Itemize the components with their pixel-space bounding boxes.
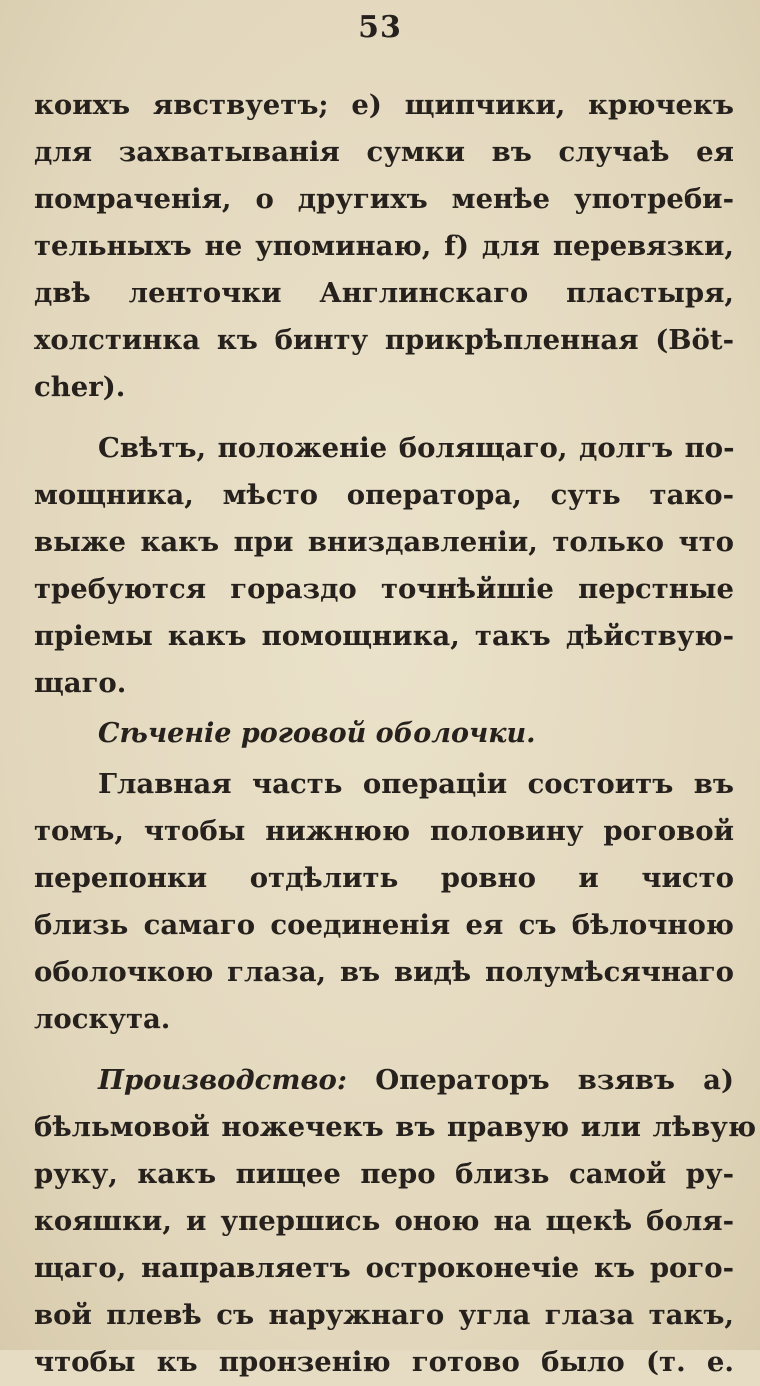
paragraph-instruments xyxy=(34,82,734,411)
text-line: лоскута. xyxy=(34,1003,171,1035)
text-line: чтобы къ пронзенію готово было (т. е. xyxy=(34,1346,734,1378)
text-line: перепонки отдѣлить ровно и чисто xyxy=(34,862,734,894)
text-line: вой плевѣ съ наружнаго угла глаза такъ, xyxy=(34,1299,734,1331)
text-line: кояшки, и упершись оною на щекѣ боля- xyxy=(34,1205,734,1237)
paragraph-main-part xyxy=(34,761,734,1043)
text-line: мощника, мѣсто оператора, суть тако- xyxy=(34,479,734,511)
procedure-first-line: Операторъ взявъ а) xyxy=(375,1064,734,1096)
section-heading: Сѣченіе роговой оболочки. xyxy=(98,718,536,749)
text-line: холстинка къ бинту прикрѣпленная (Böt- xyxy=(34,324,734,356)
body-text xyxy=(34,82,757,1386)
text-line: руку, какъ пищее перо близь самой ру- xyxy=(34,1158,734,1190)
text-line: Главная часть операціи состоитъ въ xyxy=(98,768,734,800)
procedure-label: Производство: xyxy=(98,1064,348,1096)
text-line: щаго, направляетъ остроконечіе къ рого- xyxy=(34,1252,734,1284)
text-line: тельныхъ не упоминаю, f) для перевязки, xyxy=(34,230,734,262)
text-line: близь самаго соединенія ея съ бѣлочною xyxy=(34,909,734,941)
text-line: помраченія, о другихъ менѣе употреби- xyxy=(34,183,734,215)
text-line: двѣ ленточки Англинскаго пластыря, xyxy=(34,277,734,309)
text-line: пріемы какъ помощника, такъ дѣйствую- xyxy=(34,620,734,652)
text-line: для захватыванія сумки въ случаѣ ея xyxy=(34,136,734,168)
text-line: бѣльмовой ножечекъ въ правую или лѣвую xyxy=(34,1111,757,1143)
text-line xyxy=(34,1057,734,1104)
text-line: Свѣтъ, положеніе болящаго, долгъ по- xyxy=(98,432,735,464)
text-line: выже какъ при вниздавленіи, только что xyxy=(34,526,734,558)
paragraph-procedure xyxy=(34,1057,757,1386)
text-line: коихъ явствуетъ; е) щипчики, крючекъ xyxy=(34,89,734,121)
page-number: 53 xyxy=(358,10,402,45)
text-line: требуются гораздо точнѣйшіе перстные xyxy=(34,573,734,605)
text-line: щаго. xyxy=(34,667,127,699)
text-line: cher). xyxy=(34,371,126,403)
paragraph-light-position xyxy=(34,425,734,707)
text-line: оболочкою глаза, въ видѣ полумѣсячнаго xyxy=(34,956,734,988)
text-line: томъ, чтобы нижнюю половину роговой xyxy=(34,815,734,847)
